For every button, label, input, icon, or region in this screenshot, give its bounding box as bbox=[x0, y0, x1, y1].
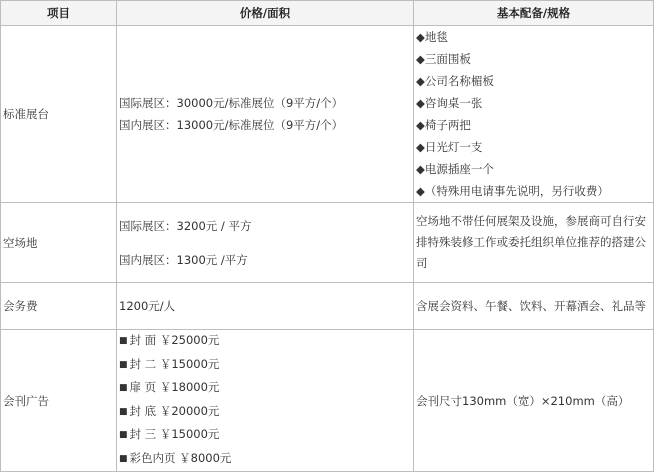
conference-fee-price: 1200元/人 bbox=[117, 283, 414, 330]
header-item: 项目 bbox=[1, 1, 117, 26]
equipment-item: ◆（特殊用电请事先说明，另行收费） bbox=[416, 184, 609, 198]
ad-price-item: ■ 封 底 ￥20000元 bbox=[119, 403, 220, 418]
table-row-raw-space bbox=[1, 203, 654, 283]
header-price-area: 价格/面积 bbox=[117, 1, 414, 26]
equipment-item: ◆电源插座一个 bbox=[416, 162, 494, 176]
raw-space-spec: 空场地不带任何展架及设施，参展商可自行安排特殊装修工作或委托组织单位推荐的搭建公司 bbox=[414, 203, 654, 283]
equipment-item: ◆公司名称楣板 bbox=[416, 74, 494, 88]
ad-price-item: ■ 封 二 ￥15000元 bbox=[119, 356, 220, 371]
equipment-item: ◆椅子两把 bbox=[416, 118, 471, 132]
square-bullet-icon: ■ bbox=[119, 359, 128, 370]
ad-price-item: ■ 封 面 ￥25000元 bbox=[119, 333, 220, 347]
equipment-item: ◆三面围板 bbox=[416, 52, 471, 66]
equipment-item: ◆咨询桌一张 bbox=[416, 96, 483, 110]
catalog-ad-label: 会刊广告 bbox=[1, 330, 117, 472]
domestic-space-price: 国内展区：1300元 /平方 bbox=[119, 252, 248, 267]
header-row bbox=[1, 1, 654, 26]
standard-booth-label: 标准展台 bbox=[1, 26, 117, 203]
ad-price-item: ■ 封 三 ￥15000元 bbox=[119, 427, 220, 441]
catalog-ad-spec: 会刊尺寸130mm（宽）×210mm（高） bbox=[414, 330, 654, 472]
square-bullet-icon: ■ bbox=[119, 383, 128, 393]
international-space-price: 国际展区：3200元 / 平方 bbox=[119, 218, 252, 233]
equipment-item: ◆地毯 bbox=[416, 30, 448, 44]
raw-space-price bbox=[117, 203, 414, 283]
standard-booth-price bbox=[117, 26, 414, 203]
table-row-standard-booth bbox=[1, 26, 654, 203]
domestic-booth-price: 国内展区：13000元/标准展位（9平方/个） bbox=[119, 118, 344, 132]
table-row-catalog-ad bbox=[1, 330, 654, 472]
square-bullet-icon: ■ bbox=[119, 430, 128, 440]
catalog-ad-prices bbox=[117, 330, 414, 472]
header-equipment-spec: 基本配备/规格 bbox=[414, 1, 654, 26]
square-bullet-icon: ■ bbox=[119, 406, 128, 417]
ad-price-item: ■ 彩色内页 ￥8000元 bbox=[119, 450, 232, 465]
table-row-conference-fee bbox=[1, 283, 654, 330]
international-booth-price: 国际展区：30000元/标准展位（9平方/个） bbox=[119, 96, 344, 110]
ad-price-item: ■ 扉 页 ￥18000元 bbox=[119, 380, 220, 394]
standard-booth-equipment bbox=[414, 26, 654, 203]
square-bullet-icon: ■ bbox=[119, 453, 128, 464]
square-bullet-icon: ■ bbox=[119, 336, 128, 346]
conference-fee-label: 会务费 bbox=[1, 283, 117, 330]
conference-fee-spec: 含展会资料、午餐、饮料、开幕酒会、礼品等 bbox=[414, 283, 654, 330]
raw-space-label: 空场地 bbox=[1, 203, 117, 283]
equipment-item: ◆日光灯一支 bbox=[416, 140, 483, 154]
